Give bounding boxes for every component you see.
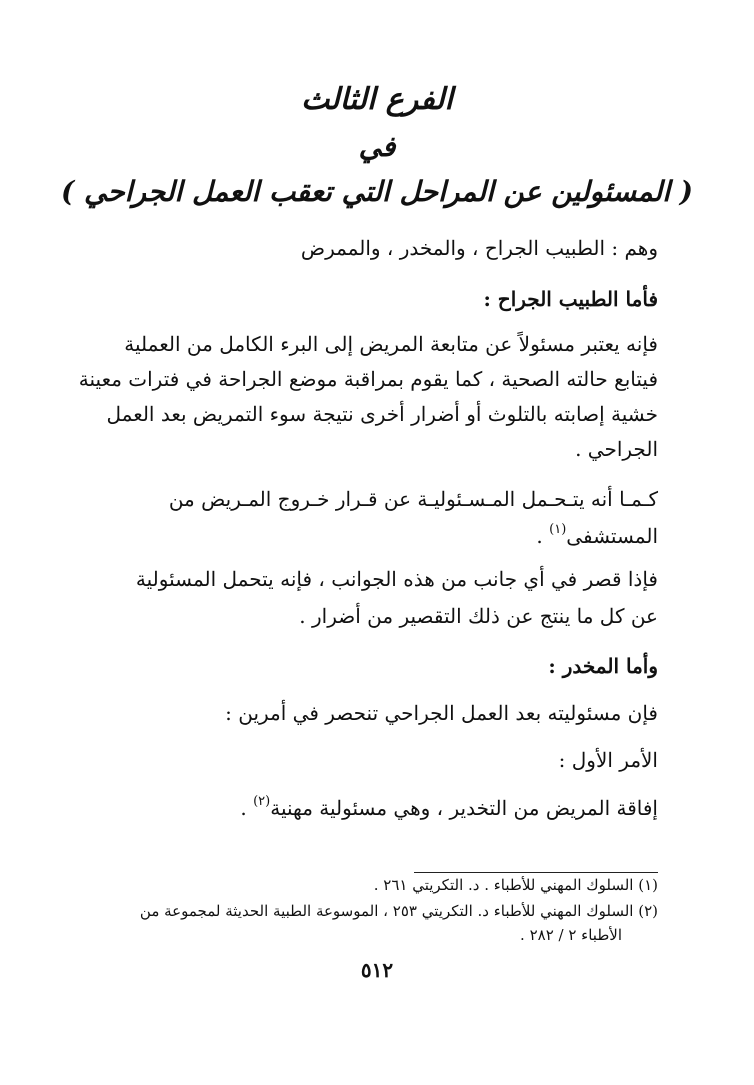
footnote-1: (١) السلوك المهني للأطباء . د. التكريتي ٢٦١ . <box>373 876 658 894</box>
intro-line: وهم : الطبيب الجراح ، والمخدر ، والممرض <box>300 236 658 260</box>
paragraph-5-text: إفاقة المريض من التخدير ، وهي مسئولية مهنية <box>270 796 658 820</box>
paragraph-2-text: المستشفى <box>566 524 658 548</box>
section-title-connector: في <box>358 130 396 163</box>
paragraph-5-end: . <box>240 796 254 820</box>
anesthetist-heading: وأما المخدر : <box>548 654 658 678</box>
paragraph-2-line-1: كـمـا أنه يتـحـمل المـسـئوليـة عن قـرار خـروج المـريض من <box>168 487 658 511</box>
paragraph-3-line-1: فإذا قصر في أي جانب من هذه الجوانب ، فإنه يتحمل المسئولية <box>135 567 658 591</box>
footnote-ref-1[interactable]: (١) <box>549 522 567 537</box>
paragraph-4: فإن مسئوليته بعد العمل الجراحي تنحصر في أمرين : <box>225 701 658 725</box>
surgeon-heading: فأما الطبيب الجراح : <box>483 287 658 311</box>
paragraph-3-line-2: عن كل ما ينتج عن ذلك التقصير من أضرار . <box>299 604 658 628</box>
paragraph-1-line-2: فيتابع حالته الصحية ، كما يقوم بمراقبة موضع الجراحة في فترات معينة <box>78 367 658 391</box>
footnote-separator <box>414 872 658 873</box>
paragraph-1-line-3: خشية إصابته بالتلوث أو أضرار أخرى نتيجة سوء التمريض بعد العمل <box>106 402 658 426</box>
footnote-2: (٢) السلوك المهني للأطباء د. التكريتي ٢٥٣ ، الموسوعة الطبية الحديثة لمجموعة من <box>139 902 658 920</box>
paragraph-1-line-4: الجراحي . <box>575 437 658 461</box>
paragraph-2-line-2 <box>536 522 658 548</box>
footnote-2-continued: الأطباء ٢ / ٢٨٢ . <box>520 926 622 944</box>
paragraph-5 <box>240 794 658 820</box>
section-title: الفرع الثالث <box>301 82 453 117</box>
first-matter-heading: الأمر الأول : <box>558 748 658 772</box>
page-number: ٥١٢ <box>360 958 394 982</box>
paragraph-1-line-1: فإنه يعتبر مسئولاً عن متابعة المريض إلى البرء الكامل من العملية <box>124 332 658 356</box>
footnote-ref-2[interactable]: (٢) <box>253 794 271 809</box>
paragraph-2-end: . <box>536 524 550 548</box>
section-subtitle: ( المسئولين عن المراحل التي تعقب العمل الجراحي ) <box>61 175 693 208</box>
